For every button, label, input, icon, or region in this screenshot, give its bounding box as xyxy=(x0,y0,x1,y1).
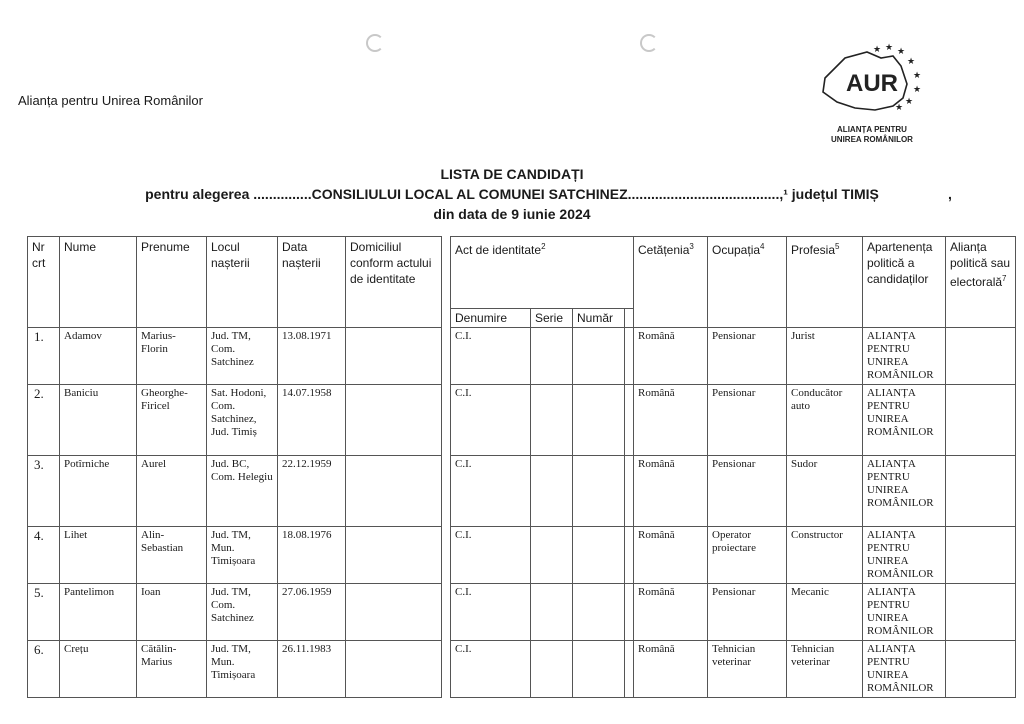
cell-domiciliu xyxy=(346,584,442,641)
col-act-identitate: Act de identitate$^2$ xyxy=(451,237,634,309)
svg-text:★: ★ xyxy=(885,42,894,52)
cell-numar xyxy=(573,328,625,385)
cell-gap xyxy=(442,456,451,527)
cell-profesia: Constructor xyxy=(787,527,863,584)
cell-apartenenta: ALIANȚA PENTRU UNIREA ROMÂNILOR xyxy=(863,641,946,698)
svg-text:★: ★ xyxy=(897,46,906,56)
cell-ocupatia: Pensionar xyxy=(708,584,787,641)
cell-nume: Potîrniche xyxy=(60,456,137,527)
cell-extra xyxy=(625,527,634,584)
cell-locul: Jud. TM, Com. Satchinez xyxy=(207,328,278,385)
col-nume: Nume xyxy=(60,237,137,328)
cell-data: 27.06.1959 xyxy=(278,584,346,641)
cell-ocupatia: Tehnician veterinar xyxy=(708,641,787,698)
cell-gap xyxy=(442,527,451,584)
cell-cetatenia: Română xyxy=(634,584,708,641)
col-denumire: Denumire xyxy=(451,309,531,328)
cell-profesia: Mecanic xyxy=(787,584,863,641)
document-date: din data de 9 iunie 2024 xyxy=(433,206,591,222)
cell-ocupatia: Operator proiectare xyxy=(708,527,787,584)
table-row xyxy=(28,584,1016,641)
party-name: Alianța pentru Unirea Românilor xyxy=(18,93,203,108)
cell-prenume: Cătălin-Marius xyxy=(137,641,207,698)
cell-extra xyxy=(625,385,634,456)
cell-numar xyxy=(573,584,625,641)
table-row xyxy=(28,385,1016,456)
cell-locul: Sat. Hodoni, Com. Satchinez, Jud. Timiș xyxy=(207,385,278,456)
table-row xyxy=(28,328,1016,385)
cell-serie xyxy=(531,527,573,584)
cell-alianta xyxy=(946,385,1016,456)
cell-data: 26.11.1983 xyxy=(278,641,346,698)
cell-prenume: Aurel xyxy=(137,456,207,527)
cell-nr: 1. xyxy=(28,328,60,385)
cell-extra xyxy=(625,641,634,698)
cell-prenume: Alin-Sebastian xyxy=(137,527,207,584)
cell-act: C.I. xyxy=(451,641,531,698)
cell-nume: Lihet xyxy=(60,527,137,584)
cell-nr: 5. xyxy=(28,584,60,641)
cell-apartenenta: ALIANȚA PENTRU UNIREA ROMÂNILOR xyxy=(863,328,946,385)
cell-serie xyxy=(531,328,573,385)
cell-data: 22.12.1959 xyxy=(278,456,346,527)
cell-nr: 2. xyxy=(28,385,60,456)
cell-apartenenta: ALIANȚA PENTRU UNIREA ROMÂNILOR xyxy=(863,385,946,456)
cell-cetatenia: Română xyxy=(634,527,708,584)
cell-nr: 6. xyxy=(28,641,60,698)
cell-alianta xyxy=(946,641,1016,698)
col-ocupatia: Ocupația$^4$ xyxy=(708,237,787,328)
punch-hole-left xyxy=(366,34,384,52)
cell-alianta xyxy=(946,527,1016,584)
cell-domiciliu xyxy=(346,527,442,584)
cell-prenume: Ioan xyxy=(137,584,207,641)
cell-alianta xyxy=(946,328,1016,385)
cell-cetatenia: Română xyxy=(634,328,708,385)
col-locul-nasterii: Locul nașterii xyxy=(207,237,278,328)
cell-locul: Jud. BC, Com. Helegiu xyxy=(207,456,278,527)
cell-apartenenta: ALIANȚA PENTRU UNIREA ROMÂNILOR xyxy=(863,527,946,584)
cell-data: 14.07.1958 xyxy=(278,385,346,456)
col-numar: Număr xyxy=(573,309,625,328)
cell-serie xyxy=(531,584,573,641)
cell-profesia: Jurist xyxy=(787,328,863,385)
cell-numar xyxy=(573,456,625,527)
svg-text:AUR: AUR xyxy=(846,70,898,97)
cell-profesia: Sudor xyxy=(787,456,863,527)
cell-nume: Crețu xyxy=(60,641,137,698)
svg-text:ALIANȚA PENTRU: ALIANȚA PENTRU xyxy=(837,125,907,134)
table-row xyxy=(28,641,1016,698)
table-row xyxy=(28,527,1016,584)
cell-serie xyxy=(531,385,573,456)
cell-data: 13.08.1971 xyxy=(278,328,346,385)
col-serie: Serie xyxy=(531,309,573,328)
cell-nr: 4. xyxy=(28,527,60,584)
svg-text:★: ★ xyxy=(873,44,882,54)
aur-logo xyxy=(815,40,930,150)
cell-alianta xyxy=(946,456,1016,527)
cell-gap xyxy=(442,584,451,641)
cell-prenume: Marius-Florin xyxy=(137,328,207,385)
col-profesia: Profesia$^5$ xyxy=(787,237,863,328)
cell-act: C.I. xyxy=(451,527,531,584)
col-data-nasterii: Data nașterii xyxy=(278,237,346,328)
document-subtitle: pentru alegerea ...............CONSILIULUI LOCAL AL COMUNEI SATCHINEZ.......................................,¹ județul TIMIȘ xyxy=(145,186,879,202)
svg-text:★: ★ xyxy=(905,96,914,106)
subtitle-comma: , xyxy=(948,186,952,202)
cell-domiciliu xyxy=(346,385,442,456)
cell-domiciliu xyxy=(346,641,442,698)
cell-numar xyxy=(573,527,625,584)
cell-locul: Jud. TM, Mun. Timișoara xyxy=(207,641,278,698)
cell-nume: Baniciu xyxy=(60,385,137,456)
cell-locul: Jud. TM, Com. Satchinez xyxy=(207,584,278,641)
cell-extra xyxy=(625,456,634,527)
cell-data: 18.08.1976 xyxy=(278,527,346,584)
cell-nr: 3. xyxy=(28,456,60,527)
cell-profesia: Conducător auto xyxy=(787,385,863,456)
col-alianta: Alianța politică sau electorală$^7$ xyxy=(946,237,1016,328)
cell-numar xyxy=(573,385,625,456)
col-prenume: Prenume xyxy=(137,237,207,328)
cell-gap xyxy=(442,641,451,698)
cell-locul: Jud. TM, Mun. Timișoara xyxy=(207,527,278,584)
cell-cetatenia: Română xyxy=(634,456,708,527)
cell-numar xyxy=(573,641,625,698)
col-domiciliu: Domiciliul conform actului de identitate xyxy=(346,237,442,328)
cell-act: C.I. xyxy=(451,328,531,385)
cell-ocupatia: Pensionar xyxy=(708,385,787,456)
cell-domiciliu xyxy=(346,328,442,385)
svg-text:★: ★ xyxy=(913,70,922,80)
cell-act: C.I. xyxy=(451,456,531,527)
candidates-table xyxy=(27,236,1016,698)
col-apartenenta: Apartenența politică a candidaților xyxy=(863,237,946,328)
cell-domiciliu xyxy=(346,456,442,527)
cell-nume: Adamov xyxy=(60,328,137,385)
aur-logo-icon xyxy=(815,40,930,150)
punch-hole-right xyxy=(640,34,658,52)
col-act-extra xyxy=(625,309,634,328)
cell-ocupatia: Pensionar xyxy=(708,456,787,527)
cell-profesia: Tehnician veterinar xyxy=(787,641,863,698)
cell-apartenenta: ALIANȚA PENTRU UNIREA ROMÂNILOR xyxy=(863,456,946,527)
cell-apartenenta: ALIANȚA PENTRU UNIREA ROMÂNILOR xyxy=(863,584,946,641)
cell-cetatenia: Română xyxy=(634,385,708,456)
svg-text:★: ★ xyxy=(895,102,904,112)
col-nr: Nr crt xyxy=(28,237,60,328)
cell-gap xyxy=(442,385,451,456)
col-gap xyxy=(442,237,451,328)
cell-ocupatia: Pensionar xyxy=(708,328,787,385)
cell-act: C.I. xyxy=(451,584,531,641)
cell-nume: Pantelimon xyxy=(60,584,137,641)
svg-text:★: ★ xyxy=(913,84,922,94)
col-cetatenia: Cetățenia$^3$ xyxy=(634,237,708,328)
svg-text:★: ★ xyxy=(907,56,916,66)
header-row xyxy=(28,237,1016,309)
cell-extra xyxy=(625,328,634,385)
cell-alianta xyxy=(946,584,1016,641)
cell-serie xyxy=(531,641,573,698)
svg-text:UNIREA ROMÂNILOR: UNIREA ROMÂNILOR xyxy=(831,135,913,144)
cell-act: C.I. xyxy=(451,385,531,456)
table-row xyxy=(28,456,1016,527)
cell-extra xyxy=(625,584,634,641)
document-title: LISTA DE CANDIDAȚI xyxy=(440,166,584,182)
cell-prenume: Gheorghe-Firicel xyxy=(137,385,207,456)
cell-serie xyxy=(531,456,573,527)
cell-cetatenia: Română xyxy=(634,641,708,698)
cell-gap xyxy=(442,328,451,385)
